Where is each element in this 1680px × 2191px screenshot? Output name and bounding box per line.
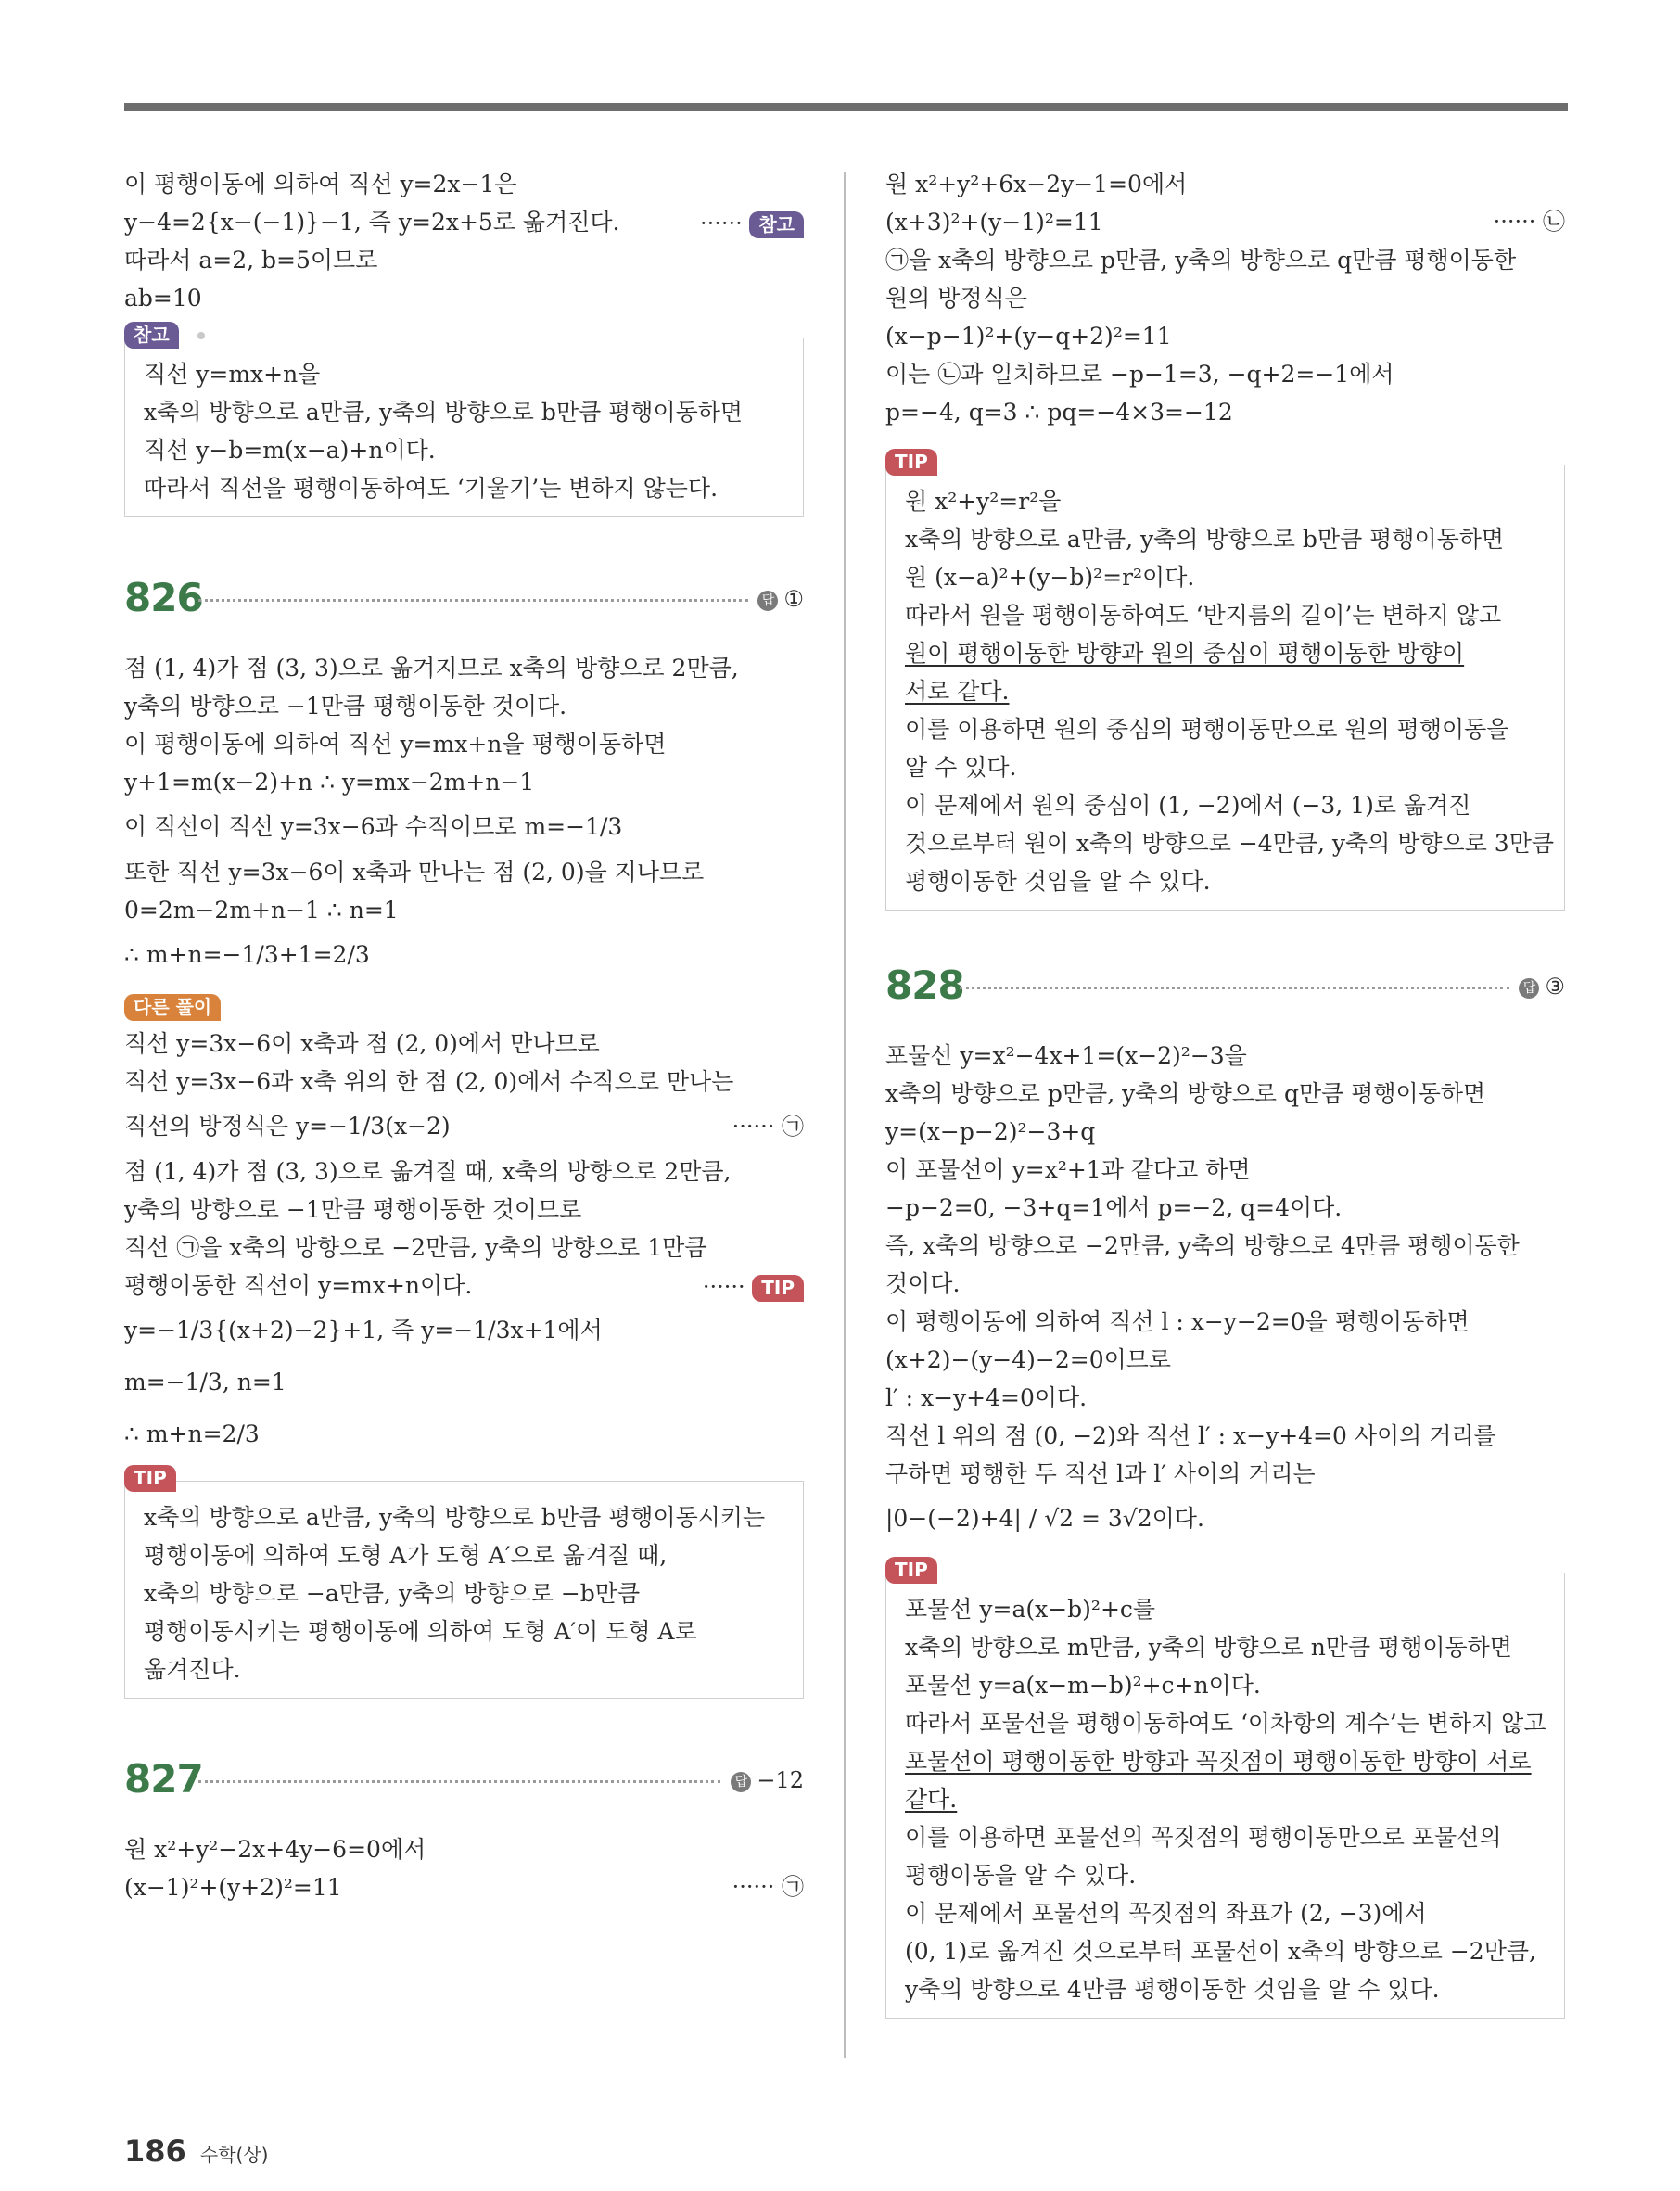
alt-line: ∴ m+n=2/3	[124, 1420, 260, 1447]
note-line: 따라서 직선을 평행이동하여도 ‘기울기’는 변하지 않는다.	[144, 475, 719, 502]
tip-line: 따라서 원을 평행이동하여도 ‘반지름의 길이’는 변하지 않고	[905, 602, 1502, 629]
tip-line: 평행이동에 의하여 도형 A가 도형 A′으로 옮겨질 때,	[144, 1542, 668, 1569]
tip-ref-badge: TIP	[752, 1275, 804, 1302]
alt-line: 평행이동한 직선이 y=mx+n이다. ······ TIP	[124, 1267, 804, 1305]
tip-line: x축의 방향으로 a만큼, y축의 방향으로 b만큼 평행이동시키는	[144, 1504, 766, 1531]
right-column	[885, 165, 1565, 2019]
alt-line: y축의 방향으로 −1만큼 평행이동한 것이므로	[124, 1196, 582, 1223]
alt-solution-badge-row	[124, 987, 804, 1025]
tip-line: x축의 방향으로 a만큼, y축의 방향으로 b만큼 평행이동하면	[905, 526, 1505, 553]
note-box-tag: 참고	[124, 322, 179, 349]
problem-826-header	[124, 575, 804, 640]
solution-line: 것이다.	[885, 1270, 961, 1297]
dotted-leader	[198, 1780, 720, 1783]
solution-line: p=−4, q=3 ∴ pq=−4×3=−12	[885, 399, 1233, 426]
solution-line: 원 x²+y²+6x−2y−1=0에서	[885, 171, 1188, 197]
tip-line: 따라서 포물선을 평행이동하여도 ‘이차항의 계수’는 변하지 않고	[905, 1710, 1546, 1737]
tip-line: 이 문제에서 원의 중심이 (1, −2)에서 (−3, 1)로 옮겨진	[905, 792, 1471, 819]
solution-line: 포물선 y=x²−4x+1=(x−2)²−3을	[885, 1042, 1247, 1069]
tip-box-tag: TIP	[124, 1465, 176, 1492]
tip-line: 포물선 y=a(x−b)²+c를	[905, 1596, 1156, 1623]
tip-box	[124, 1467, 804, 1699]
book-title: 수학(상)	[199, 2144, 269, 2166]
solution-line: ∴ m+n=−1/3+1=2/3	[124, 941, 370, 968]
tip-box	[885, 1559, 1565, 2019]
tip-line-underlined: 같다.	[905, 1786, 958, 1813]
note-line: x축의 방향으로 a만큼, y축의 방향으로 b만큼 평행이동하면	[144, 399, 744, 426]
page-footer	[124, 2134, 268, 2169]
solution-line: (x−p−1)²+(y−q+2)²=11	[885, 323, 1172, 350]
answer-icon: 답	[757, 591, 778, 611]
problem-number: 828	[885, 962, 964, 1008]
problem-828-header	[885, 962, 1565, 1027]
solution-line: 이 평행이동에 의하여 직선 y=mx+n을 평행이동하면	[124, 731, 667, 758]
left-column	[124, 165, 804, 1906]
top-rule	[124, 103, 1568, 111]
equation-mark: ······ ㉡	[1493, 209, 1565, 235]
alt-line: m=−1/3, n=1	[124, 1369, 286, 1395]
tip-line: 이 문제에서 포물선의 꼭짓점의 좌표가 (2, −3)에서	[905, 1900, 1427, 1927]
solution-line: 구하면 평행한 두 직선 l과 l′ 사이의 거리는	[885, 1460, 1316, 1487]
text-line: 이 평행이동에 의하여 직선 y=2x−1은	[124, 171, 517, 197]
problem-number: 827	[124, 1756, 203, 1802]
solution-line: l′ : x−y+4=0이다.	[885, 1384, 1088, 1411]
tip-line: 알 수 있다.	[905, 754, 1017, 781]
column-divider	[844, 172, 846, 2058]
solution-line: (x+3)²+(y−1)²=11 ······ ㉡	[885, 203, 1565, 241]
tip-ref-mark: ······ TIP	[703, 1268, 804, 1306]
answer: 답 −12	[731, 1767, 804, 1793]
solution-line: (x−1)²+(y+2)²=11 ······ ㉠	[124, 1868, 804, 1906]
equation-mark: ······ ㉠	[732, 1874, 804, 1900]
alt-line: y=−1/3{(x+2)−2}+1, 즉 y=−1/3x+1에서	[124, 1317, 603, 1344]
equation-mark: ······ ㉠	[732, 1114, 804, 1140]
note-line: 직선 y=mx+n을	[144, 361, 321, 388]
solution-line: |0−(−2)+4| / √2 = 3√2이다.	[885, 1505, 1204, 1532]
tip-line: 평행이동을 알 수 있다.	[905, 1862, 1137, 1889]
solution-line: −p−2=0, −3+q=1에서 p=−2, q=4이다.	[885, 1194, 1343, 1221]
note-box	[124, 324, 804, 517]
tip-line: 이를 이용하면 원의 중심의 평행이동만으로 원의 평행이동을	[905, 716, 1509, 743]
answer: 답 ③	[1519, 974, 1565, 1000]
solution-line: 이 평행이동에 의하여 직선 l : x−y−2=0을 평행이동하면	[885, 1308, 1470, 1335]
problem-827-header	[124, 1756, 804, 1821]
solution-line: 즉, x축의 방향으로 −2만큼, y축의 방향으로 4만큼 평행이동한	[885, 1232, 1520, 1259]
tip-box-tag: TIP	[885, 1557, 937, 1584]
tip-line-underlined: 서로 같다.	[905, 678, 1010, 705]
solution-line: (x+2)−(y−4)−2=0이므로	[885, 1346, 1172, 1373]
tip-line: 옮겨진다.	[144, 1656, 241, 1683]
answer: 답 ①	[757, 586, 804, 612]
tip-line: 포물선 y=a(x−m−b)²+c+n이다.	[905, 1672, 1261, 1699]
dotted-leader	[198, 599, 748, 602]
solution-line: 원 x²+y²−2x+4y−6=0에서	[124, 1836, 426, 1863]
text-line: y−4=2{x−(−1)}−1, 즉 y=2x+5로 옮겨진다. ······ 참고	[124, 203, 804, 241]
alt-line: 직선의 방정식은 y=−1/3(x−2) ······ ㉠	[124, 1101, 804, 1153]
tip-box-tag: TIP	[885, 449, 937, 476]
solution-line: y+1=m(x−2)+n ∴ y=mx−2m+n−1	[124, 769, 535, 796]
answer-icon: 답	[1519, 978, 1539, 999]
tip-line: 평행이동시키는 평행이동에 의하여 도형 A′이 도형 A로	[144, 1618, 697, 1645]
solution-line: 이는 ㉡과 일치하므로 −p−1=3, −q+2=−1에서	[885, 361, 1394, 388]
tip-line: x축의 방향으로 −a만큼, y축의 방향으로 −b만큼	[144, 1580, 641, 1607]
solution-line: 원의 방정식은	[885, 285, 1027, 312]
note-line: 직선 y−b=m(x−a)+n이다.	[144, 437, 436, 464]
dotted-leader	[960, 987, 1509, 989]
alt-solution-badge: 다른 풀이	[124, 994, 221, 1021]
page-number: 186	[124, 2134, 186, 2169]
alt-line: 점 (1, 4)가 점 (3, 3)으로 옮겨질 때, x축의 방향으로 2만큼,	[124, 1158, 732, 1185]
tip-line: 평행이동한 것임을 알 수 있다.	[905, 868, 1211, 895]
solution-line: 0=2m−2m+n−1 ∴ n=1	[124, 897, 399, 924]
tip-line: 원 (x−a)²+(y−b)²=r²이다.	[905, 564, 1195, 591]
solution-line: y=(x−p−2)²−3+q	[885, 1118, 1096, 1145]
solution-line: 점 (1, 4)가 점 (3, 3)으로 옮겨지므로 x축의 방향으로 2만큼,	[124, 655, 739, 682]
solution-line: y축의 방향으로 −1만큼 평행이동한 것이다.	[124, 693, 567, 720]
tip-box	[885, 451, 1565, 911]
tip-line: 것으로부터 원이 x축의 방향으로 −4만큼, y축의 방향으로 3만큼	[905, 830, 1555, 857]
tip-line: 이를 이용하면 포물선의 꼭짓점의 평행이동만으로 포물선의	[905, 1824, 1502, 1851]
tip-line: y축의 방향으로 4만큼 평행이동한 것임을 알 수 있다.	[905, 1976, 1440, 2003]
tag-dot-icon	[197, 332, 205, 339]
text-line: 따라서 a=2, b=5이므로	[124, 247, 378, 274]
alt-line: 직선 y=3x−6이 x축과 점 (2, 0)에서 만나므로	[124, 1030, 600, 1057]
answer-icon: 답	[731, 1772, 751, 1792]
problem-number: 826	[124, 575, 203, 620]
solution-line: 직선 l 위의 점 (0, −2)와 직선 l′ : x−y+4=0 사이의 거리를	[885, 1422, 1496, 1449]
tip-line-underlined: 포물선이 평행이동한 방향과 꼭짓점이 평행이동한 방향이 서로	[905, 1748, 1532, 1775]
solution-line: x축의 방향으로 p만큼, y축의 방향으로 q만큼 평행이동하면	[885, 1080, 1486, 1107]
tip-line-underlined: 원이 평행이동한 방향과 원의 중심이 평행이동한 방향이	[905, 640, 1465, 667]
note-ref-badge: 참고	[749, 211, 804, 238]
tip-line: (0, 1)로 옮겨진 것으로부터 포물선이 x축의 방향으로 −2만큼,	[905, 1938, 1536, 1965]
solution-line: 또한 직선 y=3x−6이 x축과 만나는 점 (2, 0)을 지나므로	[124, 859, 705, 885]
tip-line: 원 x²+y²=r²을	[905, 488, 1062, 515]
tip-line: x축의 방향으로 m만큼, y축의 방향으로 n만큼 평행이동하면	[905, 1634, 1512, 1661]
alt-line: 직선 y=3x−6과 x축 위의 한 점 (2, 0)에서 수직으로 만나는	[124, 1068, 734, 1095]
solution-line: 이 포물선이 y=x²+1과 같다고 하면	[885, 1156, 1251, 1183]
alt-line: 직선 ㉠을 x축의 방향으로 −2만큼, y축의 방향으로 1만큼	[124, 1234, 707, 1261]
solution-line: 이 직선이 직선 y=3x−6과 수직이므로 m=−1/3	[124, 813, 623, 840]
solution-line: ㉠을 x축의 방향으로 p만큼, y축의 방향으로 q만큼 평행이동한	[885, 247, 1517, 274]
reference-mark: ······ 참고	[700, 205, 804, 243]
text-line: ab=10	[124, 285, 202, 312]
